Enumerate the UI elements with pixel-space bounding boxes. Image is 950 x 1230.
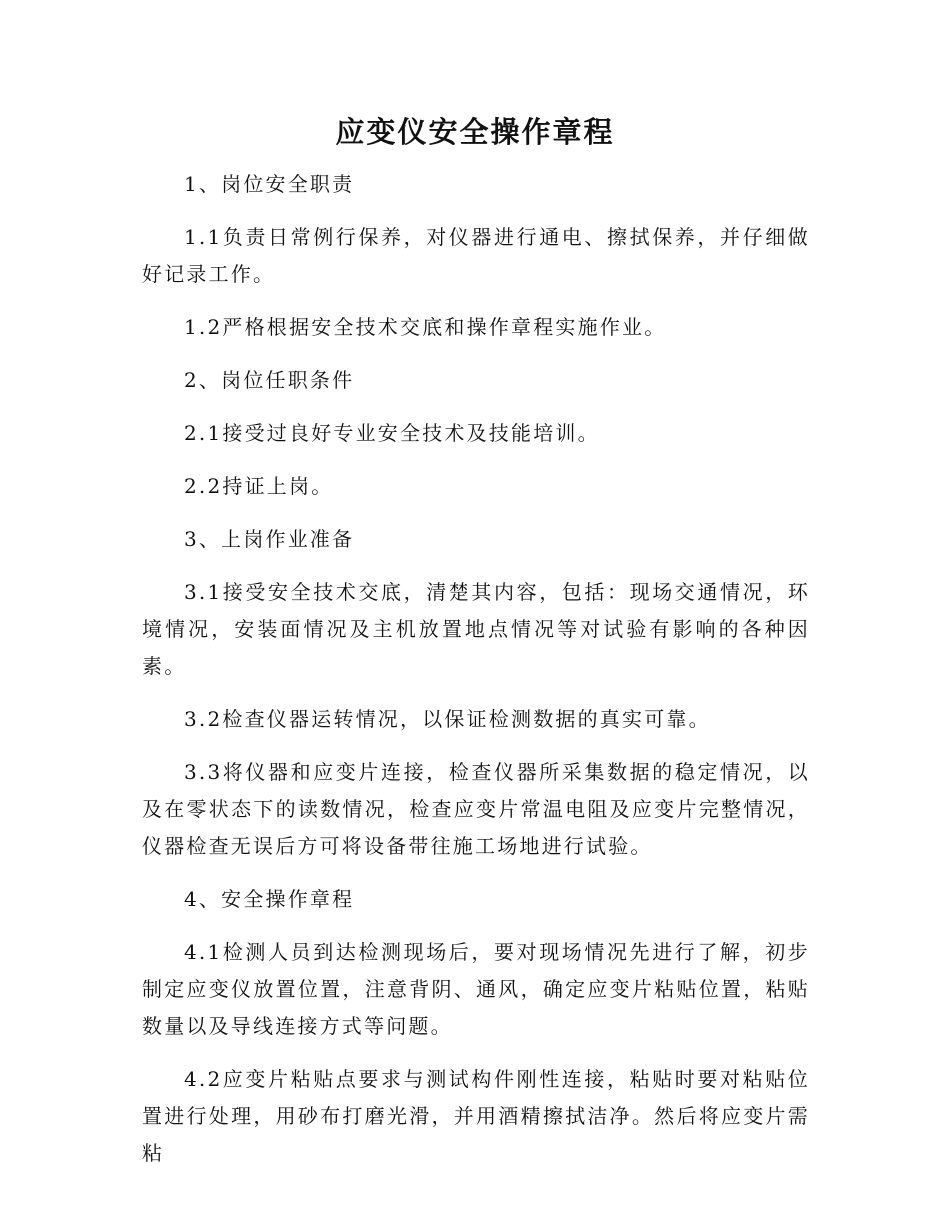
- paragraph-4-2: 4.2应变片粘贴点要求与测试构件刚性连接，粘贴时要对粘贴位置进行处理，用砂布打磨光滑，并用酒精擦拭洁净。然后将应变片需粘: [142, 1067, 810, 1165]
- paragraph-1-1: 1.1负责日常例行保养，对仪器进行通电、擦拭保养，并仔细做好记录工作。: [142, 225, 810, 286]
- section-heading-1: 1、岗位安全职责: [184, 172, 355, 196]
- section-heading-3: 3、上岗作业准备: [184, 527, 355, 551]
- paragraph-2-1: 2.1接受过良好专业安全技术及技能培训。: [184, 421, 600, 445]
- paragraph-3-1: 3.1接受安全技术交底，清楚其内容，包括：现场交通情况，环境情况，安装面情况及主机放置地点情况等对试验有影响的各种因素。: [142, 580, 810, 678]
- paragraph-2-2: 2.2持证上岗。: [184, 474, 334, 498]
- paragraph-1-2: 1.2严格根据安全技术交底和操作章程实施作业。: [184, 315, 667, 339]
- section-heading-2: 2、岗位任职条件: [184, 368, 355, 392]
- document-body: [142, 166, 810, 1188]
- section-heading-4: 4、安全操作章程: [184, 887, 355, 911]
- document-title: 应变仪安全操作章程: [335, 115, 615, 149]
- paragraph-3-2: 3.2检查仪器运转情况，以保证检测数据的真实可靠。: [184, 707, 711, 731]
- paragraph-4-1: 4.1检测人员到达检测现场后，要对现场情况先进行了解，初步制定应变仪放置位置，注意背阴、通风，确定应变片粘贴位置，粘贴数量以及导线连接方式等问题。: [142, 940, 810, 1038]
- paragraph-3-3: 3.3将仪器和应变片连接，检查仪器所采集数据的稳定情况，以及在零状态下的读数情况，检查应变片常温电阻及应变片完整情况，仪器检查无误后方可将设备带往施工场地进行试验。: [142, 760, 810, 858]
